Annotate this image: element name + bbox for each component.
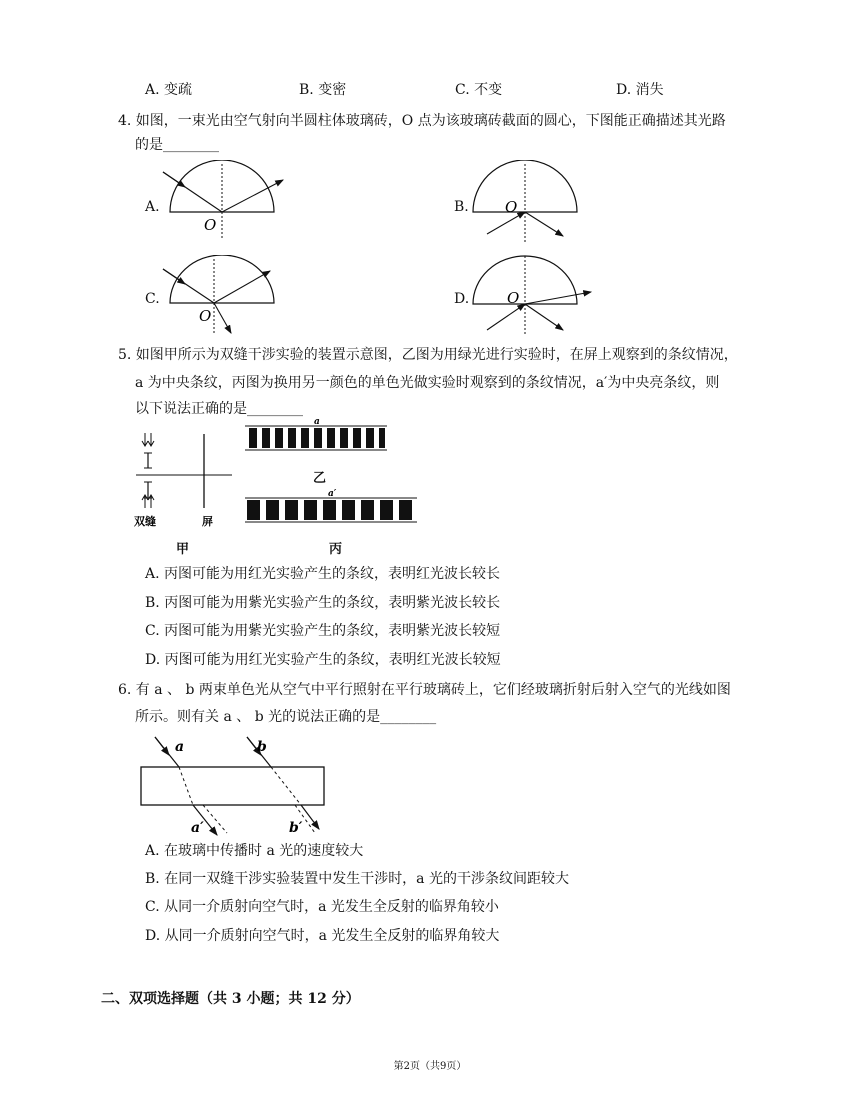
q6-option-b: B. 在同一双缝干涉实验装置中发生干涉时，a 光的干涉条纹间距较大 bbox=[145, 871, 569, 887]
q5-slit-label: 双缝 bbox=[134, 515, 156, 528]
q3-option-a: A. 变疏 bbox=[145, 82, 193, 98]
q6-a-label: a bbox=[175, 739, 185, 755]
q6-stem-line2: 所示。则有关 a 、 b 光的说法正确的是________ bbox=[135, 709, 437, 725]
section-2-title: 二、双项选择题（共 3 小题；共 12 分） bbox=[101, 991, 360, 1007]
q5-stem-line2: a 为中央条纹，丙图为换用另一颜色的单色光做实验时观察到的条纹情况，a′为中央亮条纹，则 bbox=[135, 375, 720, 391]
q4b-center-label: O bbox=[505, 198, 518, 216]
q5-stem-line1: 5. 如图甲所示为双缝干涉实验的装置示意图，乙图为用绿光进行实验时，在屏上观察到的条纹情况， bbox=[118, 347, 738, 363]
q6-glass-block-figure bbox=[135, 733, 335, 838]
q5-figure-jia bbox=[132, 428, 242, 533]
q5-stem-line3: 以下说法正确的是________ bbox=[135, 401, 303, 417]
q5-option-a: A. 丙图可能为用红光实验产生的条纹，表明红光波长较长 bbox=[145, 566, 501, 582]
q5-screen-label: 屏 bbox=[202, 515, 213, 528]
q6-stem-line1: 6. 有 a 、 b 两束单色光从空气中平行照射在平行玻璃砖上，它们经玻璃折射后射入空气的光线如图 bbox=[118, 682, 731, 698]
q6-option-d: D. 从同一介质射向空气时，a 光发生全反射的临界角较大 bbox=[145, 928, 500, 944]
q4-diagram-c bbox=[155, 255, 295, 335]
q5-option-b: B. 丙图可能为用紫光实验产生的条纹，表明紫光波长较长 bbox=[145, 595, 501, 611]
q6-b-prime-label: b′ bbox=[289, 820, 303, 836]
q5-option-d: D. 丙图可能为用红光实验产生的条纹，表明红光波长较短 bbox=[145, 652, 501, 668]
q4-label-d: D. bbox=[454, 291, 470, 307]
q4-label-a: A. bbox=[145, 199, 160, 215]
q6-option-c: C. 从同一介质射向空气时，a 光发生全反射的临界角较小 bbox=[145, 899, 499, 915]
q4d-center-label: O bbox=[507, 289, 520, 307]
q4-label-c: C. bbox=[145, 291, 160, 307]
q5-yi-label: 乙 bbox=[313, 471, 327, 486]
q5-a-prime-label: a′ bbox=[328, 489, 337, 499]
q4-stem-line2: 的是________ bbox=[135, 137, 219, 153]
q3-option-c: C. 不变 bbox=[455, 82, 503, 98]
q5-figure-yi-fringes bbox=[245, 415, 395, 455]
q6-option-a: A. 在玻璃中传播时 a 光的速度较大 bbox=[145, 843, 364, 859]
q5-a-label: a bbox=[314, 417, 320, 427]
q4-label-b: B. bbox=[454, 199, 469, 215]
page-footer: 第2页（共9页） bbox=[393, 1061, 467, 1072]
q3-option-b: B. 变密 bbox=[299, 82, 347, 98]
q4-diagram-b bbox=[465, 160, 595, 245]
q4-stem-line1: 4. 如图，一束光由空气射向半圆柱体玻璃砖，O 点为该玻璃砖截面的圆心，下图能正确描述其光路 bbox=[118, 113, 726, 129]
q3-option-d: D. 消失 bbox=[616, 82, 664, 98]
q5-jia-label: 甲 bbox=[176, 542, 190, 557]
q6-a-prime-label: a′ bbox=[191, 820, 204, 836]
q4c-center-label: O bbox=[199, 307, 212, 325]
q5-bing-label: 丙 bbox=[329, 542, 343, 557]
q4-diagram-a bbox=[155, 160, 295, 240]
q5-option-c: C. 丙图可能为用紫光实验产生的条纹，表明紫光波长较短 bbox=[145, 623, 501, 639]
q6-b-label: b bbox=[257, 739, 267, 755]
q4a-center-label: O bbox=[204, 216, 217, 234]
q4-diagram-d bbox=[465, 252, 605, 337]
q5-figure-bing-fringes bbox=[245, 487, 425, 527]
